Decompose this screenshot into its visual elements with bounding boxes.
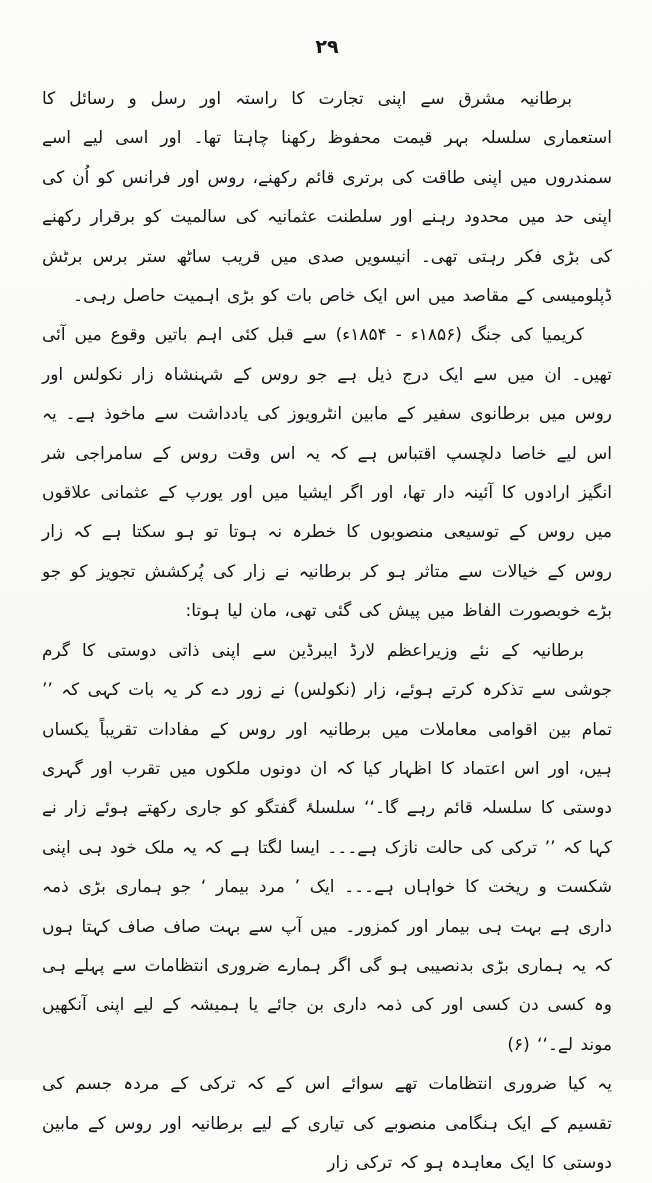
paragraph-3-quotation: برطانیہ کے نئے وزیراعظم لارڈ ایبرڈین سے اپنی ذاتی دوستی کا گرم جوشی سے تذکرہ کرتے ہوئے، زار (نکولس) نے زور دے کر یہ بات کہی کہ ’’ تمام بین اقوامی معاملات میں برطانیہ اور روس کے مفادات تقریباً یکساں ہیں، اور اس اعتماد کا اظہار کیا کہ ان دونوں ملکوں میں تقرب اور گہری دوستی کا سلسلہ قائم رہے گا۔‘‘ سلسلۂ گفتگو کو جاری رکھتے ہوئے زار نے کہا کہ ’’ ترکی کی حالت نازک ہے۔۔۔ ایسا لگتا ہے کہ یہ ملک خود ہی اپنی شکست و ریخت کا خواہاں ہے۔۔۔ ایک ’ مرد بیمار ‘ جو ہماری بڑی ذمہ داری ہے بہت ہی بیمار اور کمزور۔ میں آپ سے بہت صاف صاف کہتا ہوں کہ یہ ہماری بڑی بدنصیبی ہو گی اگر ہمارے ضروری انتظامات سے پہلے ہی وہ کسی دن کسی اور کی ذمہ داری بن جائے یا ہمیشہ کے لیے اپنی آنکھیں موند لے۔‘‘ (۶)	[42, 640, 612, 1055]
paragraph-1: برطانیہ مشرق سے اپنی تجارت کا راستہ اور رسل و رسائل کا استعماری سلسلہ بہر قیمت محفوظ رکھنا چاہتا تھا۔ اور اسی لیے اسے سمندروں میں اپنی طاقت کی برتری قائم رکھنے، روس اور فرانس کو اُن کی اپنی حد میں محدود رہنے اور سلطنت عثمانیہ کی سالمیت کو برقرار رکھنے کی بڑی فکر رہتی تھی۔ انیسویں صدی میں قریب ساٹھ ستر برس برٹش ڈپلومیسی کے مقاصد میں اس ایک خاص بات کو بڑی اہمیت حاصل رہی۔	[42, 89, 612, 307]
page-body	[42, 80, 612, 1183]
paragraph-2: کریمیا کی جنگ (۱۸۵۶ء - ۱۸۵۴ء) سے قبل کئی اہم باتیں وقوع میں آئی تھیں۔ ان میں سے ایک درج ذیل ہے جو روس کے شہنشاہ زار نکولس اور روس میں برطانوی سفیر کے مابین انٹرویوز کی یادداشت سے ماخوذ ہے۔ یہ اس لیے خاصا دلچسپ اقتباس ہے کہ یہ اس وقت روس کے سامراجی شر انگیز ارادوں کا آئینہ دار تھا، اور اگر ایشیا میں اور یورپ کے عثمانی علاقوں میں روس کے توسیعی منصوبوں کا خطرہ نہ ہوتا تو ہو سکتا ہے کہ زار روس کے خیالات سے متاثر ہو کر برطانیہ نے زار کی پُرکشش تجویز کو جو بڑے خوبصورت الفاظ میں پیش کی گئی تھی، مان لیا ہوتا:	[42, 325, 612, 622]
paragraph-4: یہ کیا ضروری انتظامات تھے سوائے اس کے کہ ترکی کے مردہ جسم کی تقسیم کے ایک ہنگامی منصوبے کی تیاری کے لیے برطانیہ اور روس کے مابین دوستی کا ایک معاہدہ ہو کہ ترکی زار	[42, 1074, 612, 1173]
page-number: ۲۹	[315, 36, 339, 58]
